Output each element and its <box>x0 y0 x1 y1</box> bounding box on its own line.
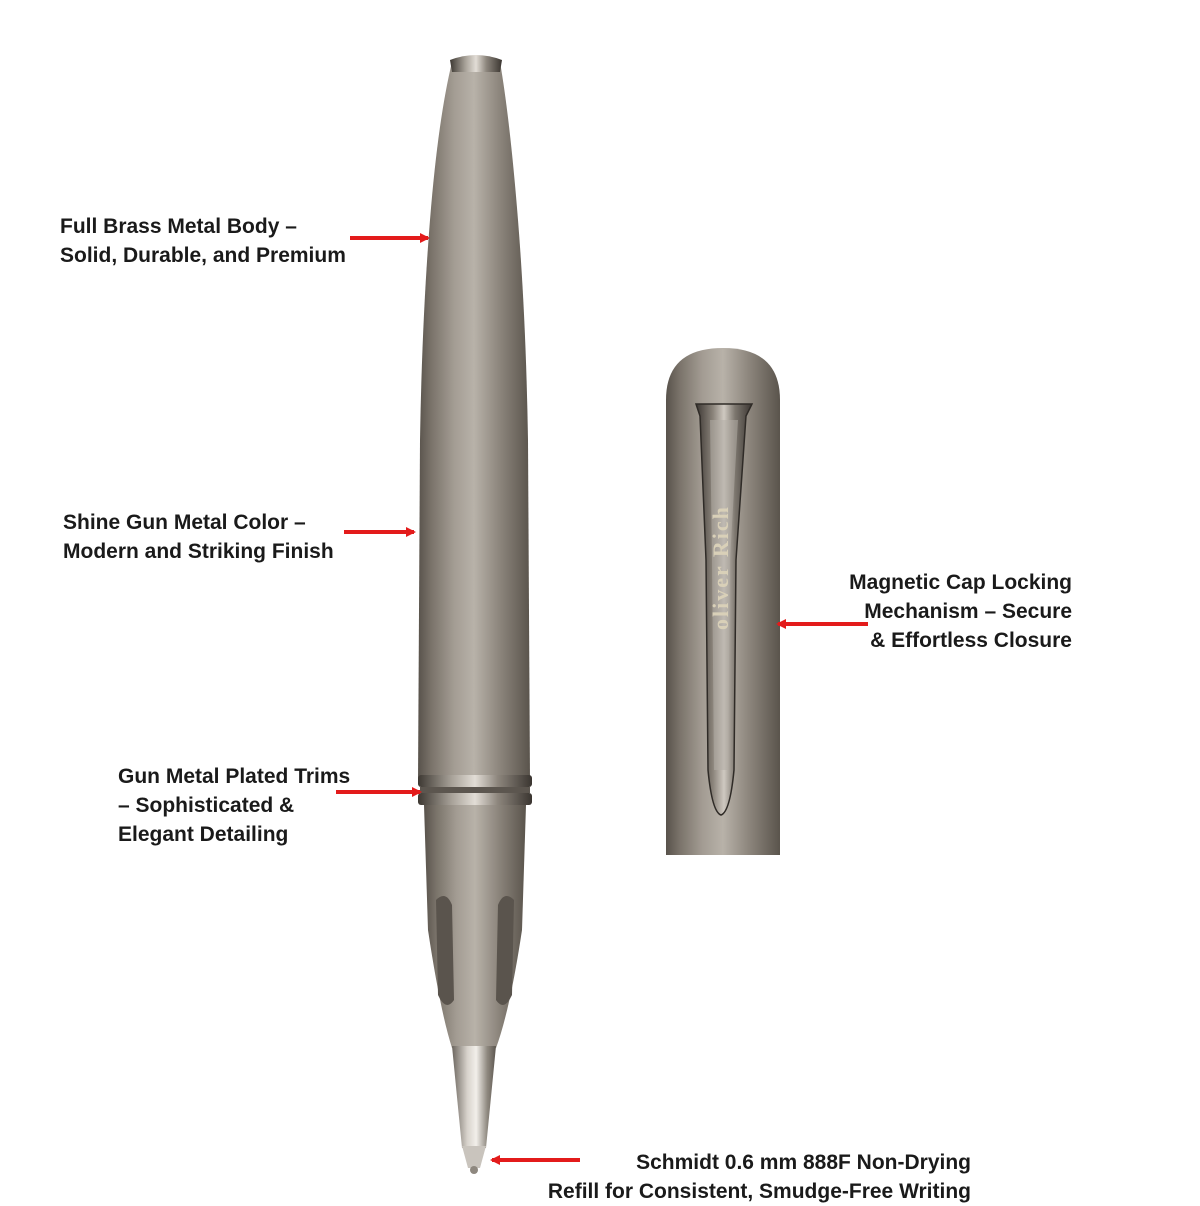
callout-arrows <box>336 238 868 1160</box>
pen-grip <box>424 805 526 1048</box>
callout-trims-line1: Gun Metal Plated Trims <box>118 765 351 788</box>
callout-body-line1: Full Brass Metal Body – <box>60 215 297 238</box>
pen-cap <box>666 348 780 855</box>
grip-cutout-left <box>436 896 454 1005</box>
callout-trims <box>118 762 350 849</box>
callout-cap-line2: Mechanism – Secure <box>864 600 1072 623</box>
center-trim-ring <box>418 775 532 805</box>
callout-refill <box>548 1148 971 1206</box>
pen-body <box>418 55 530 782</box>
brand-engraving: oliver Rich <box>708 505 733 630</box>
callout-trims-line2: – Sophisticated & <box>118 794 295 817</box>
pen-nib <box>452 1046 496 1174</box>
grip-cutout-right <box>496 896 514 1005</box>
pen-top-finial <box>450 55 502 72</box>
pen-barrel <box>418 62 530 782</box>
callout-color-line2: Modern and Striking Finish <box>63 540 334 563</box>
callout-cap <box>849 568 1072 655</box>
callout-color <box>63 508 334 566</box>
callout-cap-line3: & Effortless Closure <box>870 629 1072 652</box>
callout-body <box>60 212 346 270</box>
callout-refill-line1: Schmidt 0.6 mm 888F Non-Drying <box>636 1151 971 1174</box>
callout-refill-line2: Refill for Consistent, Smudge-Free Writing <box>547 1180 971 1203</box>
callout-trims-line3: Elegant Detailing <box>118 823 289 846</box>
callout-color-line1: Shine Gun Metal Color – <box>63 511 306 534</box>
callout-cap-line1: Magnetic Cap Locking <box>849 571 1072 594</box>
callout-body-line2: Solid, Durable, and Premium <box>60 244 346 267</box>
